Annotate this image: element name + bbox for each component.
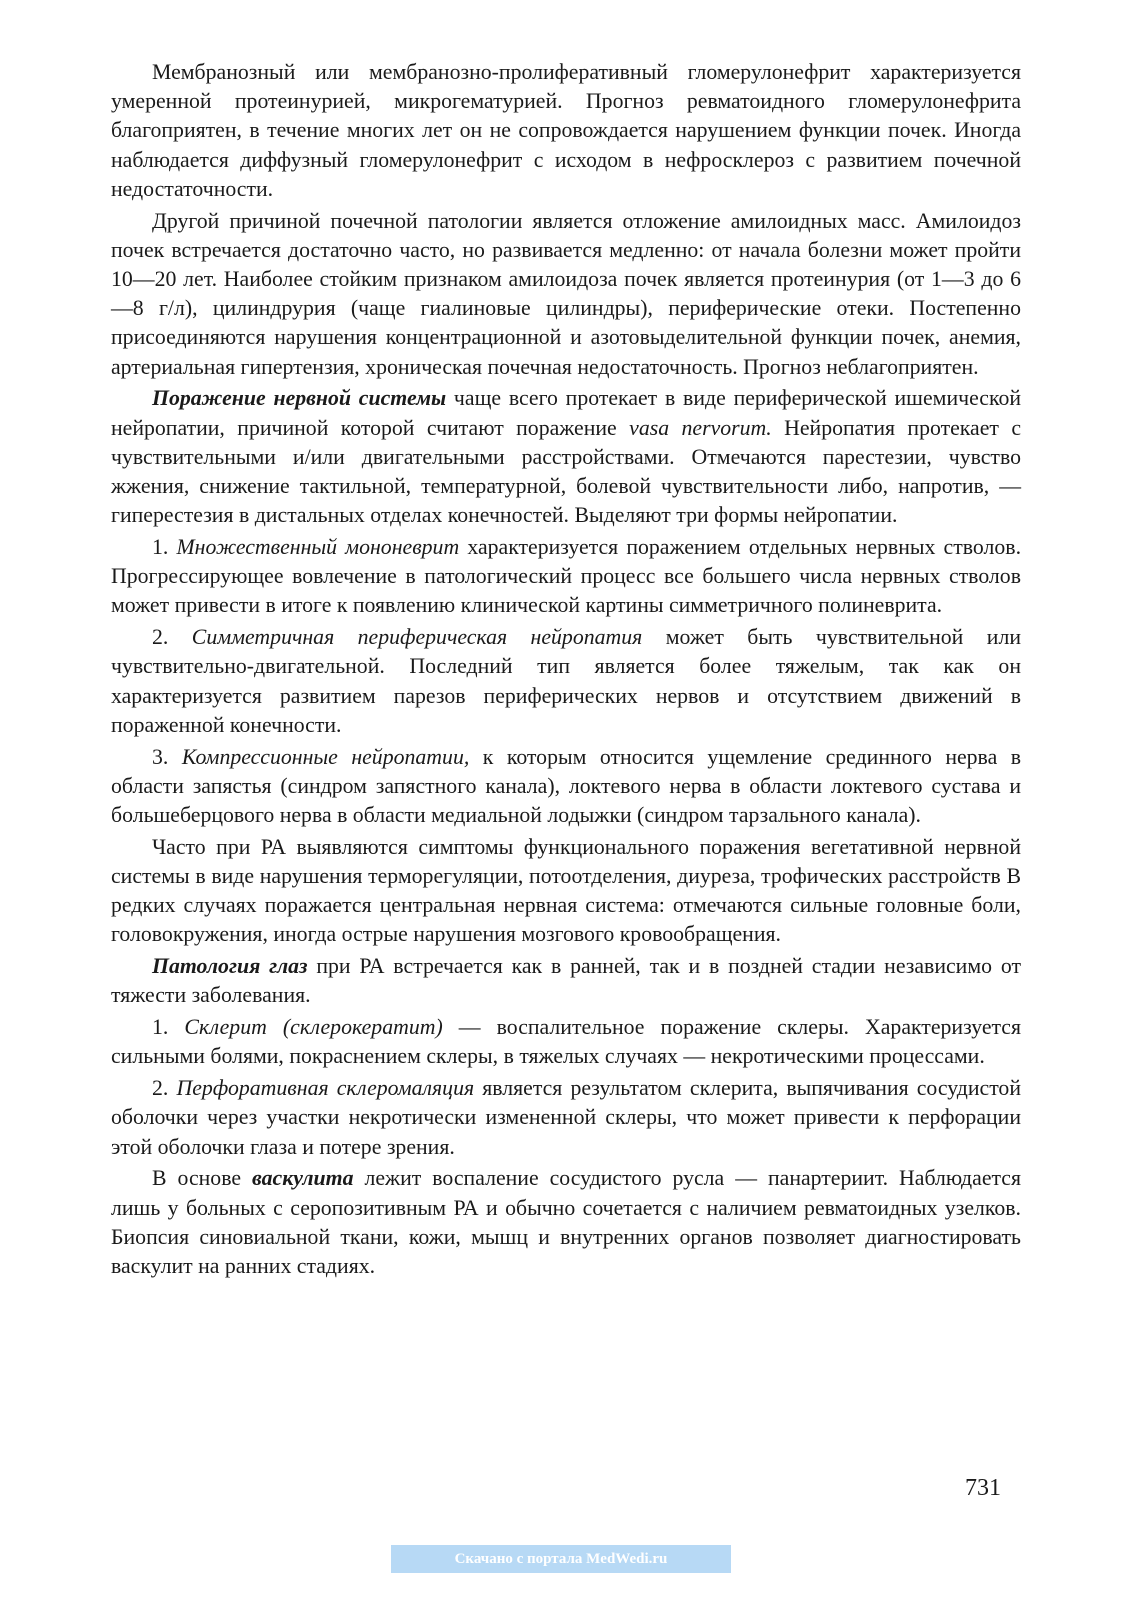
paragraph-text: чаще всего протекает в виде периферической ишемической нейропатии, причиной которой считают поражение [111, 386, 1022, 440]
paragraph-vasculitis [111, 1164, 1021, 1281]
paragraph-text: лежит воспаление сосудистого русла — панартериит. Наблюдается лишь у больных с серопозитивным РА и обычно сочетается с наличием ревматоидных узелков. Биопсия синовиальной ткани, кожи, мышц и внутренних органов позволяет диагностировать васкулит на ранних стадиях. [111, 1166, 1021, 1279]
paragraph-eye-pathology [111, 952, 1021, 1010]
paragraph-text: к которым относится ущемление срединного нерва в области запястья (синдром запястного канала), локтевого нерва в области локтевого сустава и большеберцового нерва в области медиальной лодыжки (синдром тарзального канала). [111, 744, 1022, 828]
paragraph-text: может быть чувствительной или чувствительно-двигательной. Последний тип является более тяжелым, так как он характеризуется развитием парезов периферических нервов и отсутствием движений в пораженной конечности. [111, 625, 1021, 737]
paragraph-text: характеризуется поражением отдельных нервных стволов. Прогрессирующее вовлечение в патологический процесс все большего числа нервных стволов может привести в итоге к появлению клинической картины симметричного полиневрита. [111, 535, 1022, 618]
paragraph-text: — воспалительное поражение склеры. Характеризуется сильными болями, покраснением склеры, в тяжелых случаях — некротическими процессами. [111, 1015, 1022, 1069]
page-number: 731 [965, 1475, 1001, 1501]
latin-term: vasa nervorum. [629, 415, 772, 440]
term-scleritis: Склерит (склерокератит) [184, 1015, 443, 1040]
list-item-compression-neuropathy [111, 743, 1021, 831]
term-compression-neuropathy: Компрессионные нейропатии, [181, 744, 470, 769]
list-number: 3. [152, 744, 182, 769]
term-scleromalacia: Перфоративная склеромаляция [176, 1076, 475, 1101]
paragraph-amyloidosis: Другой причиной почечной патологии является отложение амилоидных масс. Амилоидоз почек встречается достаточно часто, но развивается медленно: от начала болезни может пройти 10—20 лет. Наиболее стойким признаком амилоидоза почек является протеинурия (от 1—3 до 6—8 г/л), цилиндрурия (чаще гиалиновые цилиндры), периферические отеки. Постепенно присоединяются нарушения концентрационной и азотовыделительной функции почек, анемия, артериальная гипертензия, хроническая почечная недостаточность. Прогноз неблагоприятен. [111, 208, 1021, 379]
list-item-symmetric-neuropathy [111, 623, 1021, 740]
term-symmetric-neuropathy: Симметричная периферическая нейропатия [191, 625, 643, 650]
paragraph-nervous-system [111, 384, 1021, 530]
term-mononeuritis: Множественный мононеврит [176, 535, 460, 560]
list-number: 1. [152, 535, 177, 560]
paragraph-glomerulonephritis: Мембранозный или мембранозно-пролиферативный гломерулонефрит характеризуется умеренной протеинурией, микрогематурией. Прогноз ревматоидного гломерулонефрита благоприятен, в течение многих лет он не сопровождается нарушением функции почек. Иногда наблюдается диффузный гломерулонефрит с исходом в нефросклероз с развитием почечной недостаточности. [111, 60, 1021, 201]
list-item-scleritis [111, 1013, 1021, 1071]
paragraph-text: при РА встречается как в ранней, так и в поздней стадии независимо от тяжести заболевания. [111, 954, 1021, 1008]
term-vasculitis: васкулита [252, 1166, 354, 1191]
list-item-scleromalacia [111, 1074, 1021, 1162]
paragraph-text: Нейропатия протекает с чувствительными и/или двигательными расстройствами. Отмечаются парестезии, чувство жжения, снижение тактильной, температурной, болевой чувствительности либо, напротив, — гиперестезия в дистальных отделах конечностей. Выделяют три формы нейропатии. [111, 415, 1022, 528]
list-number: 2. [152, 1076, 177, 1101]
page-body [111, 58, 1021, 1284]
paragraph-text: является результатом склерита, выпячивания сосудистой оболочки через участки некротически измененной склеры, что может привести к перфорации этой оболочки глаза и потере зрения. [111, 1076, 1021, 1159]
term-eye-pathology: Патология глаз [152, 954, 308, 979]
paragraph-autonomic: Часто при РА выявляются симптомы функционального поражения вегетативной нервной системы в виде нарушения терморегуляции, потоотделения, диуреза, трофических расстройств В редких случаях поражается центральная нервная система: отмечаются сильные головные боли, головокружения, иногда острые нарушения мозгового кровообращения. [111, 834, 1021, 947]
term-nervous-system: Поражение нервной системы [152, 386, 447, 411]
list-number: 2. [152, 625, 192, 650]
list-item-mononeuritis [111, 533, 1021, 621]
paragraph-text: В основе [152, 1166, 253, 1191]
list-number: 1. [152, 1015, 185, 1040]
watermark-banner: Скачано с портала MedWedi.ru [391, 1545, 731, 1573]
